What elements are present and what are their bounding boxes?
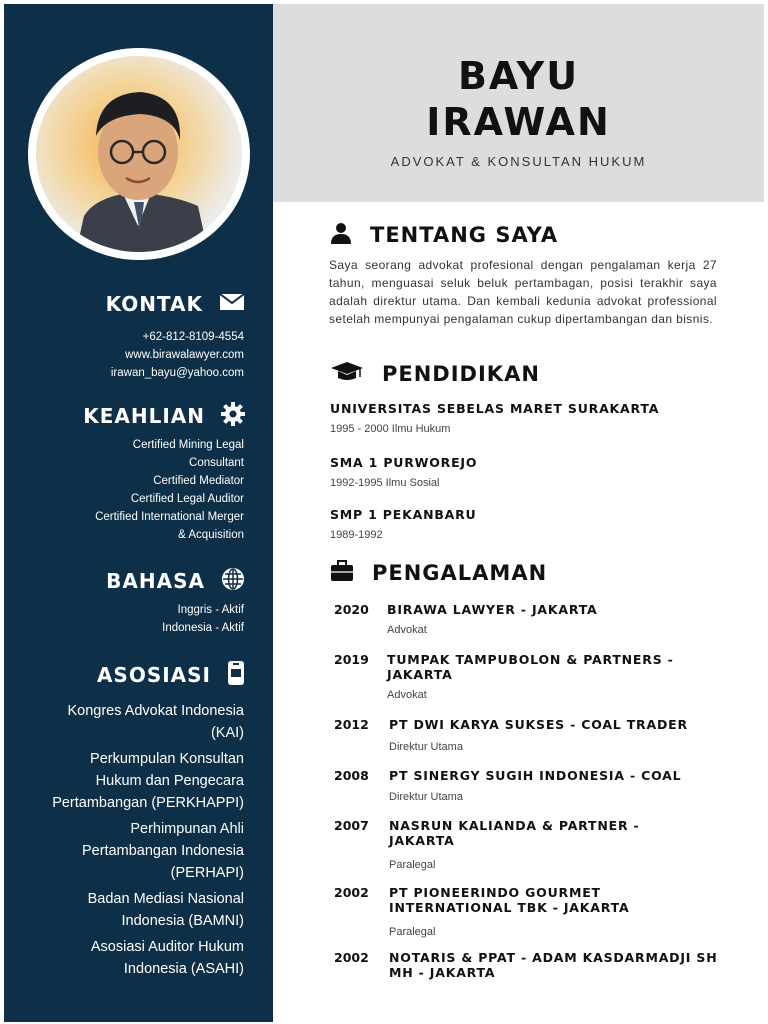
experience-company: BIRAWA LAWYER - JAKARTA	[387, 602, 598, 617]
about-title: TENTANG SAYA	[370, 223, 559, 247]
skill-item: & Acquisition	[178, 529, 244, 541]
skills-title: KEAHLIAN	[83, 404, 205, 428]
graduation-cap-icon	[330, 361, 364, 387]
header	[273, 4, 764, 202]
association-item: Perkumpulan Konsultan Hukum dan Pengecara Pertambangan (PERKHAPPI)	[52, 751, 244, 811]
experience-company: PT PIONEERINDO GOURMET INTERNATIONAL TBK - JAKARTA	[389, 885, 630, 915]
contact-title: KONTAK	[105, 292, 203, 316]
experience-role: Direktur Utama	[389, 791, 463, 803]
person-icon	[330, 222, 352, 248]
associations-title: ASOSIASI	[96, 663, 211, 687]
association-item: Perhimpunan Ahli Pertambangan Indonesia (PERHAPI)	[81, 821, 244, 881]
contact-email[interactable]: irawan_bayu@yahoo.com	[110, 367, 244, 379]
education-school: UNIVERSITAS SEBELAS MARET SURAKARTA	[330, 401, 660, 416]
education-item	[330, 507, 477, 541]
contact-heading	[106, 292, 245, 316]
profile-photo-frame	[28, 48, 250, 260]
skill-item: Certified Mediator	[153, 475, 244, 487]
education-item	[330, 401, 659, 435]
skill-item: Certified Mining Legal	[132, 439, 244, 451]
experience-company: PT DWI KARYA SUKSES - COAL TRADER	[389, 717, 688, 732]
experience-role: Paralegal	[389, 926, 436, 938]
associations-list	[44, 700, 244, 984]
job-subtitle: ADVOKAT & KONSULTAN HUKUM	[390, 154, 647, 169]
languages-title: BAHASA	[106, 569, 205, 593]
sidebar	[4, 4, 273, 1022]
last-name: IRAWAN	[426, 100, 611, 144]
skill-item: Consultant	[189, 457, 244, 469]
language-item: Inggris - Aktif	[177, 604, 244, 616]
associations-heading	[97, 660, 245, 690]
experience-role: Direktur Utama	[389, 741, 463, 753]
about-heading	[330, 222, 558, 248]
experience-year: 2008	[334, 768, 369, 783]
education-heading	[330, 361, 540, 387]
gear-icon	[221, 402, 245, 430]
experience-year: 2019	[334, 652, 369, 667]
association-item: Kongres Advokat Indonesia (KAI)	[67, 703, 244, 741]
experience-company: PT SINERGY SUGIH INDONESIA - COAL	[389, 768, 682, 783]
skill-item: Certified International Merger	[95, 511, 244, 523]
experience-year: 2002	[334, 885, 369, 900]
first-name: BAYU	[457, 54, 580, 98]
association-item: Badan Mediasi Nasional Indonesia (BAMNI)	[87, 891, 244, 929]
skills-list	[95, 436, 244, 544]
education-detail: 1992-1995 Ilmu Sosial	[330, 477, 440, 489]
experience-company: TUMPAK TAMPUBOLON & PARTNERS - JAKARTA	[387, 652, 674, 682]
experience-company: NASRUN KALIANDA & PARTNER - JAKARTA	[389, 818, 640, 848]
experience-role: Paralegal	[389, 859, 436, 871]
badge-icon	[227, 660, 245, 690]
briefcase-icon	[330, 560, 354, 586]
education-detail: 1989-1992	[330, 529, 383, 541]
contact-phone[interactable]: +62-812-8109-4554	[142, 331, 244, 343]
experience-year: 2012	[334, 717, 369, 732]
experience-heading	[330, 560, 547, 586]
education-school: SMA 1 PURWOREJO	[330, 455, 478, 470]
education-detail: 1995 - 2000 Ilmu Hukum	[330, 423, 451, 435]
experience-role: Advokat	[387, 689, 427, 701]
languages-list	[162, 601, 244, 637]
experience-title: PENGALAMAN	[372, 561, 548, 585]
experience-year: 2007	[334, 818, 369, 833]
education-title: PENDIDIKAN	[382, 362, 540, 386]
contact-website[interactable]: www.birawalawyer.com	[125, 349, 244, 361]
profile-photo	[36, 56, 242, 252]
skills-heading	[83, 402, 245, 430]
skill-item: Certified Legal Auditor	[130, 493, 244, 505]
language-item: Indonesia - Aktif	[162, 622, 244, 634]
experience-year: 2002	[334, 950, 369, 965]
experience-year: 2020	[334, 602, 369, 617]
education-item	[330, 455, 477, 489]
envelope-icon	[219, 293, 245, 315]
languages-heading	[106, 567, 245, 595]
education-school: SMP 1 PEKANBARU	[330, 507, 477, 522]
association-item: Asosiasi Auditor Hukum Indonesia (ASAHI)	[90, 939, 244, 977]
contact-list	[111, 328, 244, 382]
globe-icon	[221, 567, 245, 595]
experience-role: Advokat	[387, 624, 427, 636]
about-text: Saya seorang advokat profesional dengan pengalaman kerja 27 tahun, menguasai seluk beluk pertambagan, posisi terakhir saya adalah direktur utama. Dan kembali kedunia advokat professional setelah mempunyai pengalaman cukup dipertambangan dan bisnis.	[329, 258, 717, 326]
experience-company: NOTARIS & PPAT - ADAM KASDARMADJI SH MH - JAKARTA	[389, 950, 718, 980]
